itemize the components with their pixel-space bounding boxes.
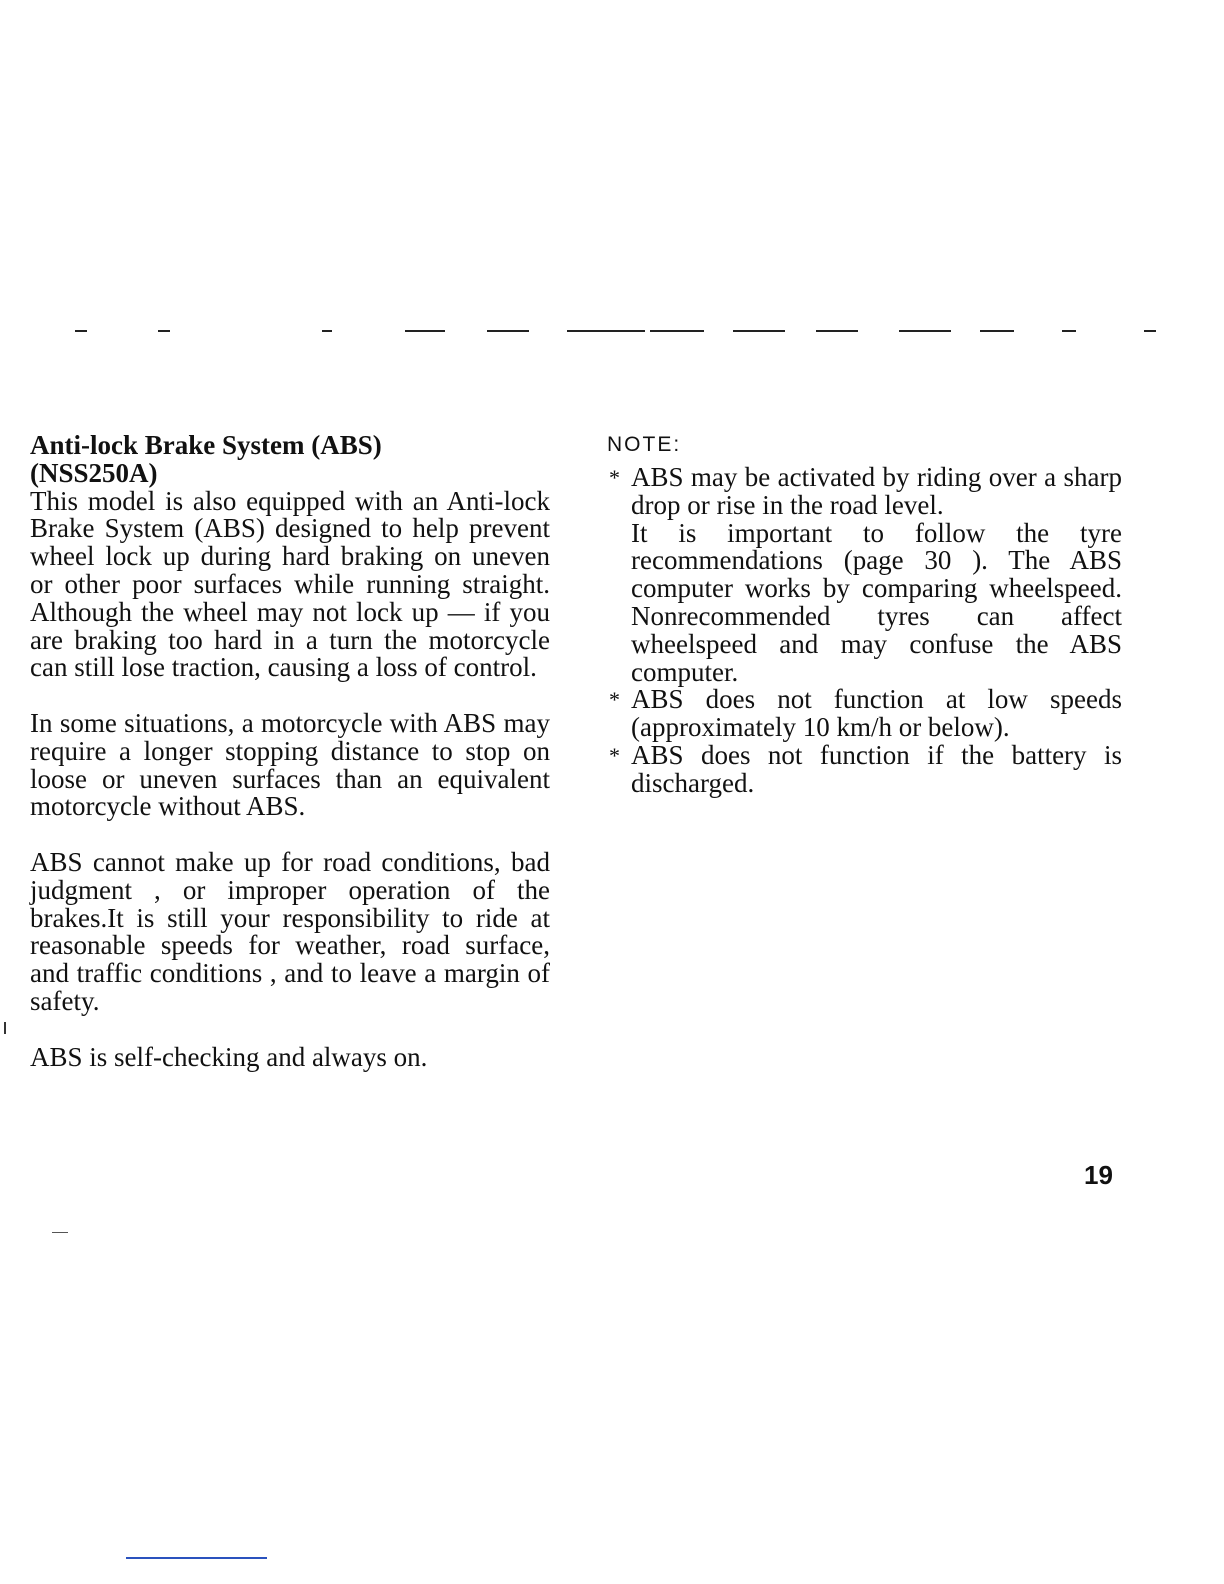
- note-item-text-continued: It is important to follow the tyre recommendations (page 30 ). The ABS computer works by comparing wheelspeed. Nonrecommended tyres can affect wheelspeed and may confuse the ABS computer.: [631, 517, 1122, 687]
- top-rule-dash: [567, 330, 645, 332]
- bullet-star-icon: *: [609, 687, 620, 713]
- top-rule-dash: [1062, 330, 1076, 332]
- paragraph-stopping-distance: In some situations, a motorcycle with ABS may require a longer stopping distance to stop on loose or uneven surfaces than an equivalent motorcycle without ABS.: [30, 707, 550, 822]
- scan-mark: [52, 1232, 68, 1233]
- page-number: 19: [1084, 1160, 1113, 1190]
- right-column: [607, 432, 1122, 798]
- paragraph-intro: This model is also equipped with an Anti-lock Brake System (ABS) designed to help prevent wheel lock up during hard braking on uneven or other poor surfaces while running straight. Although the wheel may not lock up — if you are braking too hard in a turn the motorcycle can still lose traction, causing a loss of control.: [30, 485, 550, 683]
- top-rule-dash: [158, 330, 170, 332]
- top-rule-dash: [75, 330, 87, 332]
- top-rule-dash: [816, 330, 858, 332]
- section-title-line2: (NSS250A): [30, 457, 158, 488]
- bottom-blue-rule: [126, 1557, 267, 1559]
- note-item: [607, 739, 1122, 798]
- bullet-star-icon: *: [609, 742, 620, 768]
- note-list: [607, 464, 1122, 798]
- note-item-text: ABS does not function at low speeds (approximately 10 km/h or below).: [631, 684, 1122, 743]
- bullet-star-icon: *: [609, 465, 620, 490]
- top-rule-dash: [650, 330, 704, 332]
- note-item: [607, 686, 1122, 742]
- section-title: [30, 432, 550, 488]
- top-rule-dash: [487, 330, 529, 332]
- top-rule-dash: [733, 330, 785, 332]
- note-item-text: ABS may be activated by riding over a sharp drop or rise in the road level.: [631, 462, 1122, 520]
- paragraph-responsibility: ABS cannot make up for road conditions, bad judgment , or improper operation of the brakes.It is still your responsibility to ride at reasonable speeds for weather, road surface, and traffic conditions , and to leave a margin of safety.: [30, 846, 550, 1016]
- margin-tick: [4, 1022, 6, 1034]
- section-title-line1: Anti-lock Brake System (ABS): [30, 430, 382, 460]
- note-label: NOTE:: [607, 433, 682, 456]
- top-rule-dash: [899, 330, 951, 332]
- top-rule-dash: [1144, 330, 1156, 332]
- top-rule-dash: [405, 330, 445, 332]
- left-column: [30, 432, 550, 1099]
- paragraph-self-checking: ABS is self-checking and always on.: [30, 1041, 428, 1072]
- note-item-text: ABS does not function if the battery is discharged.: [631, 739, 1122, 798]
- top-rule-dash: [980, 330, 1014, 332]
- note-item: [607, 464, 1122, 686]
- top-rule-dash: [322, 330, 332, 332]
